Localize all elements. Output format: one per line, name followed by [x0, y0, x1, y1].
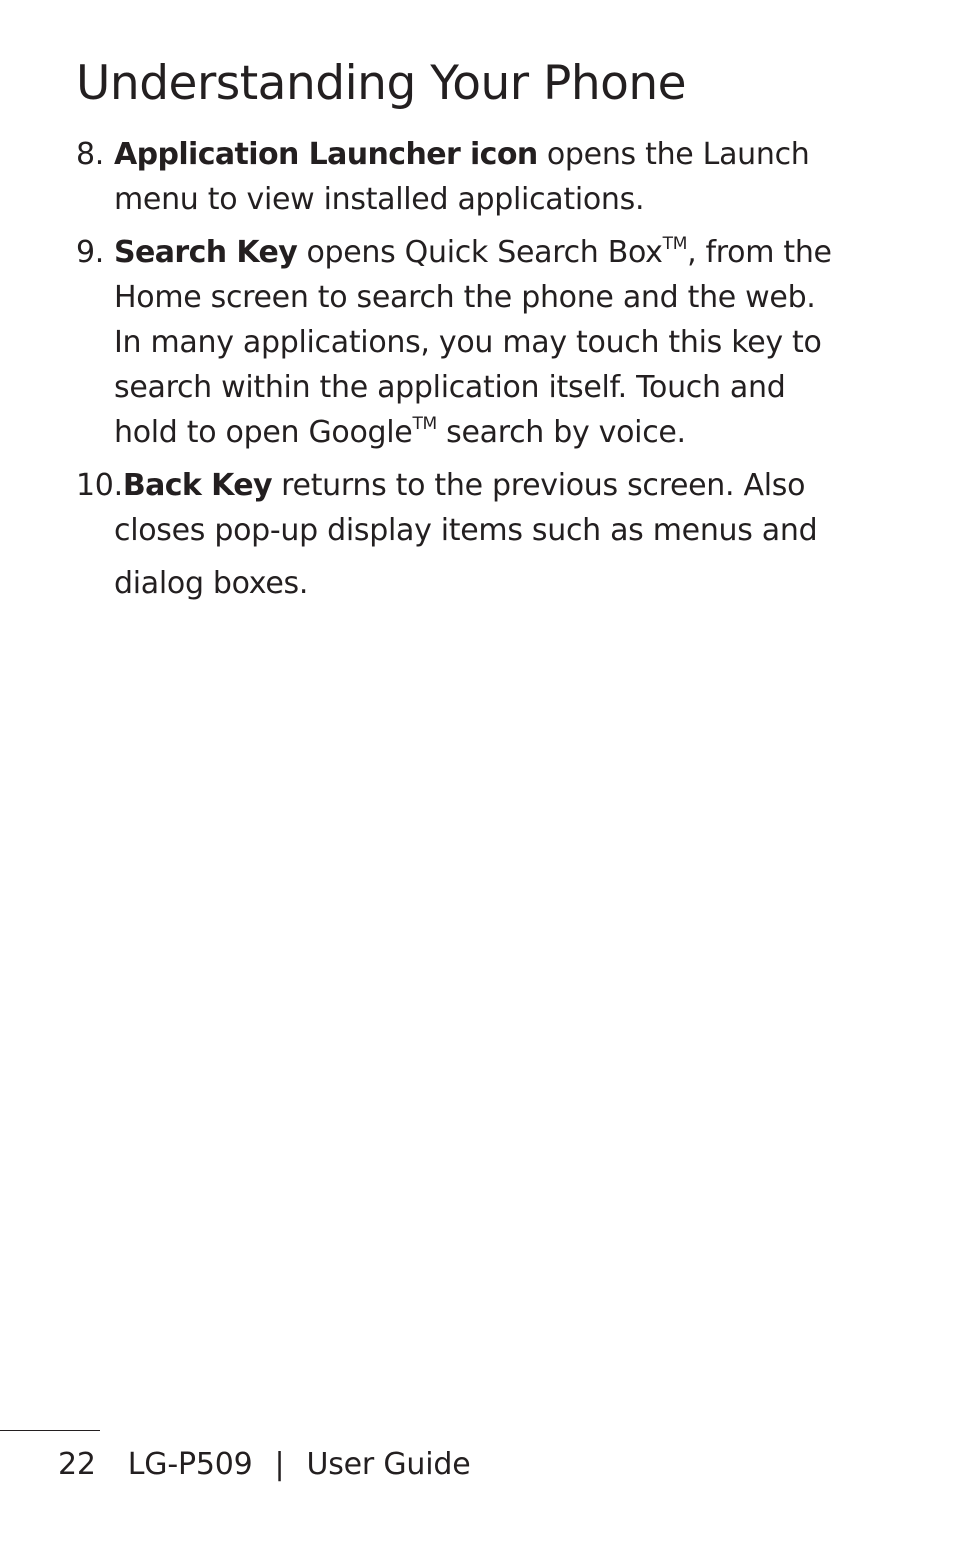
- list-item-term: Back Key: [122, 468, 272, 503]
- list-item-term: Search Key: [114, 235, 298, 270]
- list-item-line: [114, 410, 866, 455]
- list-item-line: closes pop-up display items such as menus and: [114, 513, 818, 548]
- list-item-number: 9.: [76, 235, 105, 270]
- list-item-line: dialog boxes.: [114, 566, 309, 601]
- list-item-text: returns to the previous screen. Also: [271, 468, 806, 503]
- list-item-line: search within the application itself. Touch and: [114, 370, 786, 405]
- page-number: 22: [58, 1447, 96, 1482]
- list-item-back-key: [76, 463, 866, 606]
- list-item-text: search by voice.: [436, 415, 686, 450]
- trademark-superscript: TM: [412, 414, 437, 434]
- page-footer: [58, 1443, 470, 1487]
- footer-rule: [0, 1430, 100, 1431]
- list-item-text: opens Quick Search Box: [297, 235, 663, 270]
- list-item-term: Application Launcher icon: [114, 137, 538, 172]
- list-item-first-line: [114, 230, 866, 275]
- list-item-line: In many applications, you may touch this key to: [114, 325, 822, 360]
- list-item-first-line: [114, 132, 866, 177]
- trademark-superscript: TM: [662, 234, 688, 254]
- list-item-first-line: [76, 463, 866, 508]
- list-item-text: , from the: [687, 235, 832, 270]
- footer-model: LG-P509: [127, 1447, 253, 1482]
- list-item-line: Home screen to search the phone and the web.: [114, 280, 816, 315]
- list-item-number: 8.: [76, 137, 105, 172]
- list-item-text: hold to open Google: [114, 415, 413, 450]
- list-item-number: 10.: [76, 468, 123, 503]
- list-item-text: opens the Launch: [537, 137, 810, 172]
- list-item-search-key: [76, 230, 866, 455]
- key-description-list: [76, 132, 866, 606]
- footer-separator: |: [274, 1447, 285, 1482]
- page-title: Understanding Your Phone: [76, 56, 687, 111]
- list-item-line: menu to view installed applications.: [114, 182, 645, 217]
- list-item-application-launcher: [76, 132, 866, 222]
- footer-guide-label: User Guide: [306, 1447, 471, 1482]
